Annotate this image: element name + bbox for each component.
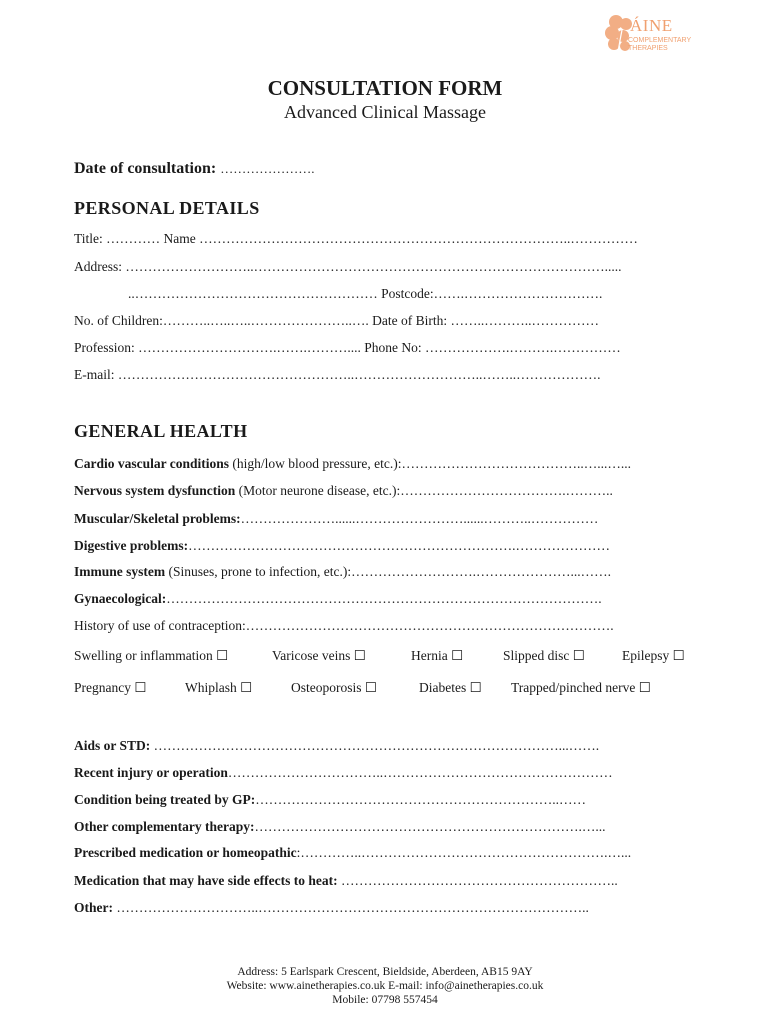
checkbox-trapped-nerve[interactable]: Trapped/pinched nerve ☐: [511, 680, 651, 695]
checkbox-hernia[interactable]: Hernia ☐: [411, 648, 464, 663]
other-field[interactable]: Other: …………………………..………………………………………………………………..: [74, 900, 589, 915]
footer-web-email: Website: www.ainetherapies.co.uk E-mail: info@ainetherapies.co.uk: [226, 980, 544, 992]
form-title: CONSULTATION FORM: [267, 76, 503, 100]
children-dob-field[interactable]: No. of Children:………..…..…..…………………..…. Date of Birth: ……..………..……………: [74, 313, 599, 328]
recent-injury-field[interactable]: Recent injury or operation……………………………..……………………………………………: [74, 765, 613, 780]
checkbox-epilepsy[interactable]: Epilepsy ☐: [622, 648, 685, 663]
footer-address: Address: 5 Earlspark Crescent, Bieldside, Aberdeen, AB15 9AY: [237, 966, 533, 978]
complementary-therapy-field[interactable]: Other complementary therapy:……………………………………………………………….…...: [74, 819, 606, 834]
checkbox-varicose-veins[interactable]: Varicose veins ☐: [272, 648, 366, 663]
gynaecological-field[interactable]: Gynaecological:…………………………………………………………………………………….: [74, 591, 602, 606]
contraception-field[interactable]: History of use of contraception:……………………………………………………………………….: [74, 618, 614, 633]
medication-field[interactable]: Prescribed medication or homeopathic:…………..……………………………………………….…...: [74, 845, 632, 860]
checkbox-slipped-disc[interactable]: Slipped disc ☐: [503, 648, 585, 663]
logo-subtitle: COMPLEMENTARY THERAPIES: [628, 37, 692, 52]
company-logo: [604, 12, 704, 56]
checkbox-osteoporosis[interactable]: Osteoporosis ☐: [291, 680, 377, 695]
checkbox-diabetes[interactable]: Diabetes ☐: [419, 680, 482, 695]
personal-details-heading: PERSONAL DETAILS: [74, 198, 260, 218]
form-subtitle: Advanced Clinical Massage: [284, 102, 486, 122]
nervous-field[interactable]: Nervous system dysfunction (Motor neurone disease, etc.):……………………………….………..: [74, 483, 613, 498]
postcode-field[interactable]: ..……………………………………………… Postcode:…….………………………….: [128, 286, 603, 301]
email-field[interactable]: E-mail: ……………………………………………..………………………..……..……………….: [74, 367, 601, 382]
gp-condition-field[interactable]: Condition being treated by GP:…………………………………………………………..……: [74, 792, 587, 807]
title-name-field[interactable]: Title: ………… Name ………………………………………………………………………..……………: [74, 231, 638, 246]
profession-phone-field[interactable]: Profession: ………………………….…….……….... Phone No: ……………….……….……………: [74, 340, 621, 355]
checkbox-swelling[interactable]: Swelling or inflammation ☐: [74, 648, 229, 663]
cardio-field[interactable]: Cardio vascular conditions (high/low blood pressure, etc.):…………………………………..…...…...: [74, 456, 631, 471]
logo-name: ÁINE: [630, 16, 673, 35]
heat-medication-field[interactable]: Medication that may have side effects to heat: ……………………………………………………..: [74, 873, 618, 888]
general-health-heading: GENERAL HEALTH: [74, 421, 248, 441]
immune-field[interactable]: Immune system (Sinuses, prone to infection, etc.):……………………….…………………...…….: [74, 564, 611, 579]
footer-mobile: Mobile: 07798 557454: [332, 994, 438, 1006]
muscular-field[interactable]: Muscular/Skeletal problems:…………………......……………………......………..……………: [74, 511, 599, 526]
address-field[interactable]: Address: ………………………..…………………………………………………………………….....: [74, 259, 622, 274]
digestive-field[interactable]: Digestive problems:……………………………………………………………….…………………: [74, 538, 610, 553]
date-of-consultation-field[interactable]: Date of consultation: ………………….: [74, 160, 315, 177]
checkbox-pregnancy[interactable]: Pregnancy ☐: [74, 680, 147, 695]
checkbox-whiplash[interactable]: Whiplash ☐: [185, 680, 253, 695]
aids-std-field[interactable]: Aids or STD: ………………………………………………………………………………...…….: [74, 738, 600, 753]
